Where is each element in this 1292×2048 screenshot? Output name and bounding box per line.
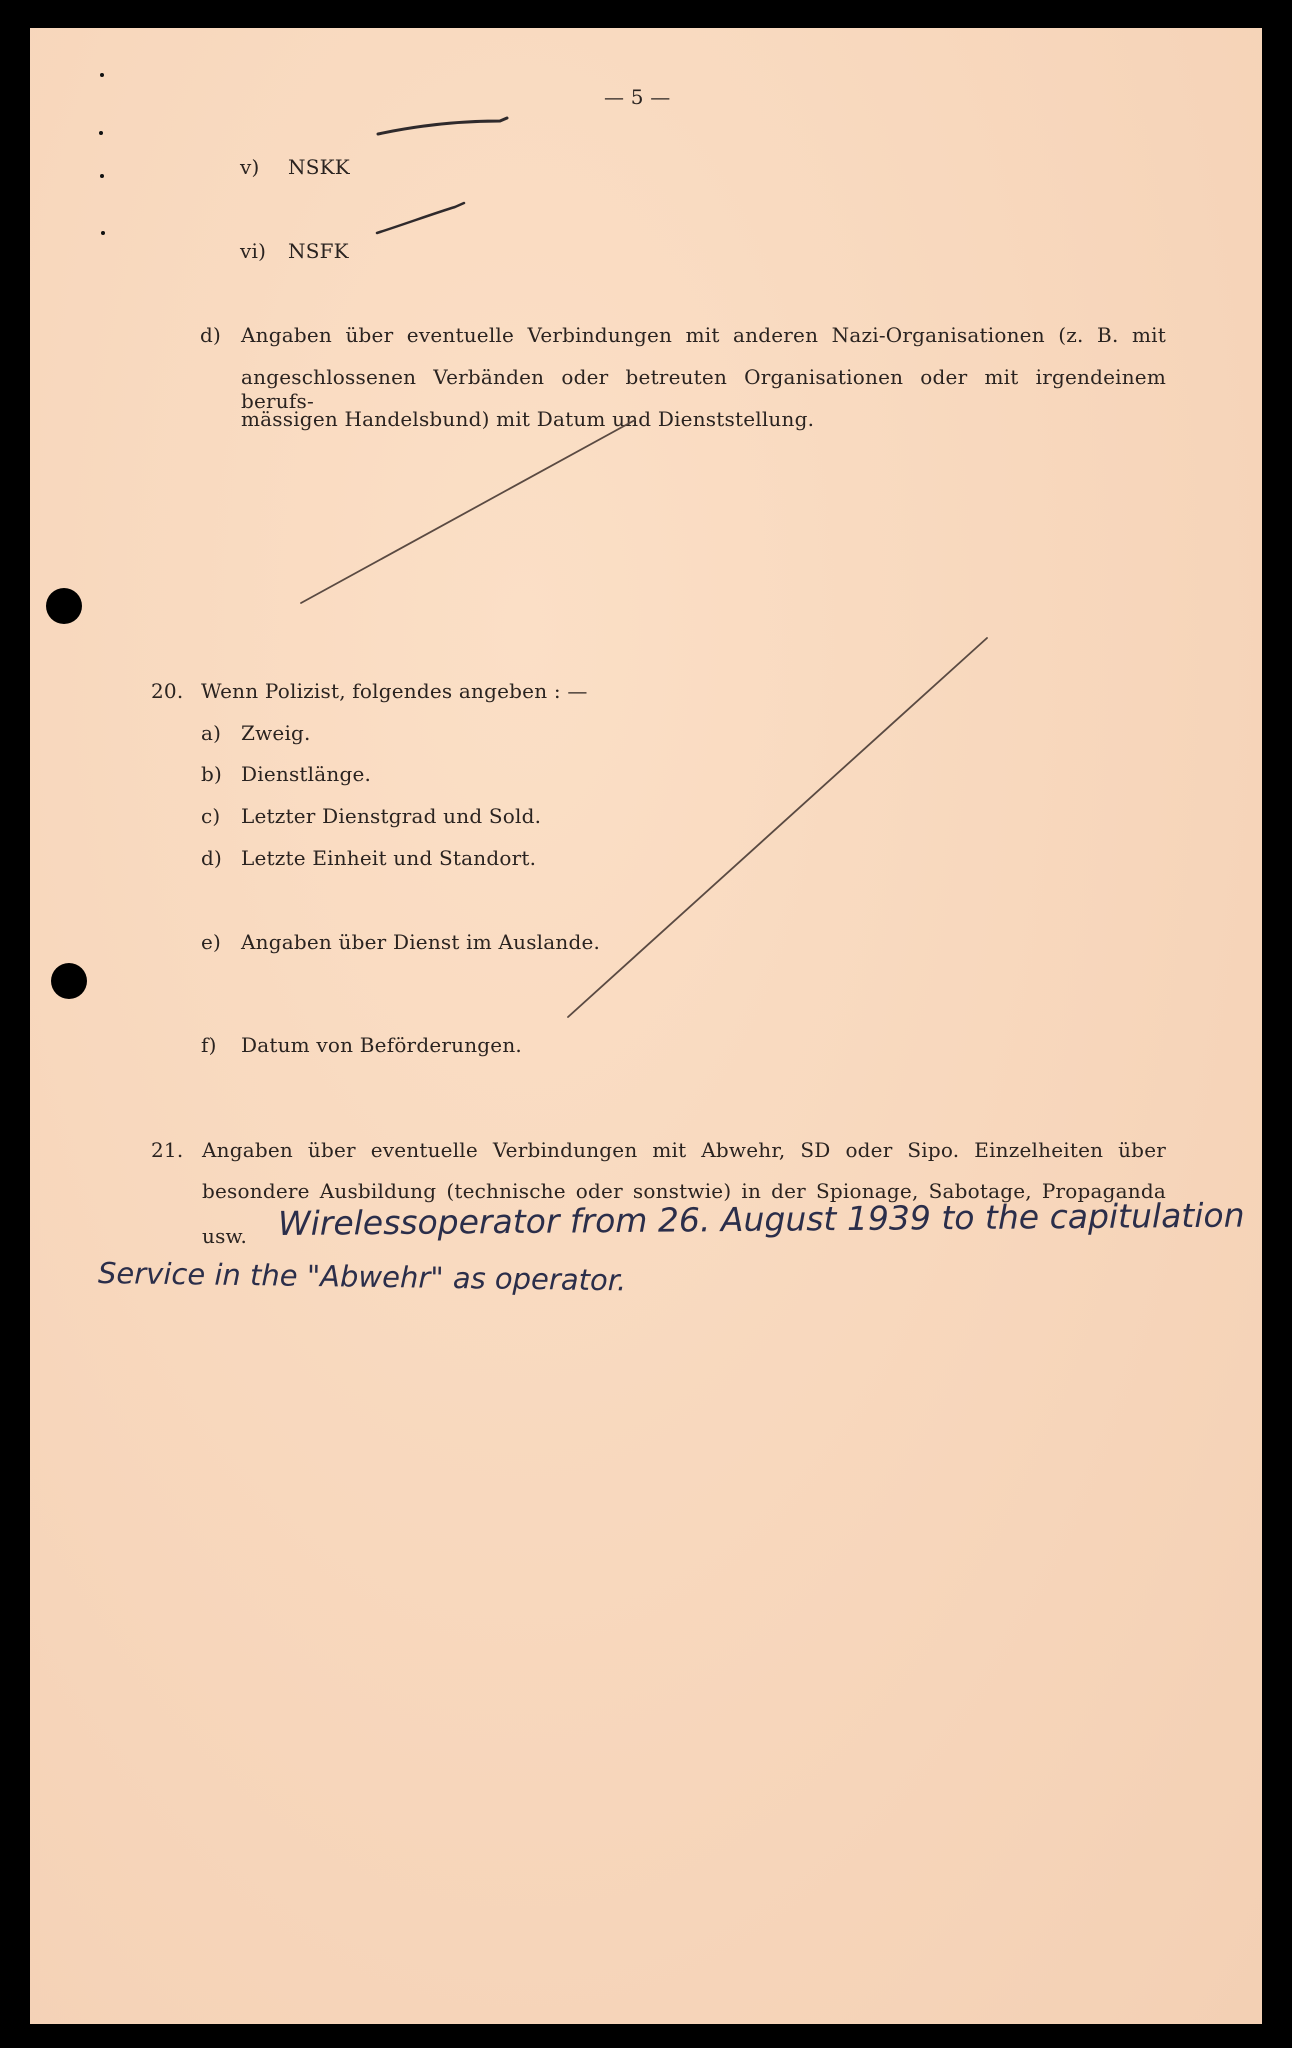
q20-f-label: f) xyxy=(201,1033,217,1057)
item-v-text: NSKK xyxy=(288,155,350,179)
item-d-line3: mässigen Handelsbund) mit Datum und Dienststellung. xyxy=(241,407,815,431)
handwritten-answer-line2: Service in the "Abwehr" as operator. xyxy=(97,1256,627,1298)
q21-line3: usw. xyxy=(202,1224,248,1248)
q20-number: 20. xyxy=(151,679,184,703)
q20-d-label: d) xyxy=(201,846,223,870)
q20-heading: Wenn Polizist, folgendes angeben : — xyxy=(201,679,588,703)
item-d-strike-line xyxy=(301,420,635,603)
item-d-line2: angeschlossenen Verbänden oder betreuten Organisationen oder mit irgendeinem berufs- xyxy=(241,365,1166,413)
handwritten-answer-line1: Wirelessoperator from 26. August 1939 to the capitulation xyxy=(277,1195,1245,1243)
item-vi-label: vi) xyxy=(240,239,267,263)
q20-b-label: b) xyxy=(201,762,223,786)
q20-e-text: Angaben über Dienst im Auslande. xyxy=(241,930,601,954)
q21-line1: Angaben über eventuelle Verbindungen mit Abwehr, SD oder Sipo. Einzelheiten über xyxy=(202,1138,1166,1162)
q20-e-label: e) xyxy=(201,930,222,954)
item-d-line1: Angaben über eventuelle Verbindungen mit anderen Nazi-Organisationen (z. B. mit xyxy=(241,323,1166,347)
q20-strike-line xyxy=(568,638,987,1017)
item-vi-text: NSFK xyxy=(288,239,349,263)
q20-f-text: Datum von Beförderungen. xyxy=(241,1033,522,1057)
document-page xyxy=(30,28,1262,2024)
q20-c-text: Letzter Dienstgrad und Sold. xyxy=(241,804,542,828)
item-v-label: v) xyxy=(240,155,260,179)
q20-a-label: a) xyxy=(201,721,222,745)
q20-b-text: Dienstlänge. xyxy=(241,762,372,786)
q20-d-text: Letzte Einheit und Standort. xyxy=(241,846,537,870)
q20-a-text: Zweig. xyxy=(241,721,311,745)
nskk-dash-mark xyxy=(378,118,507,134)
strike-marks xyxy=(30,28,1262,2024)
item-d-label: d) xyxy=(200,323,222,347)
nskf-dash-mark xyxy=(377,203,464,233)
q21-number: 21. xyxy=(151,1138,184,1162)
page-number: — 5 — xyxy=(604,85,671,109)
q21-line2: besondere Ausbildung (technische oder sonstwie) in der Spionage, Sabotage, Propaganda xyxy=(202,1179,1166,1203)
q20-c-label: c) xyxy=(201,804,221,828)
